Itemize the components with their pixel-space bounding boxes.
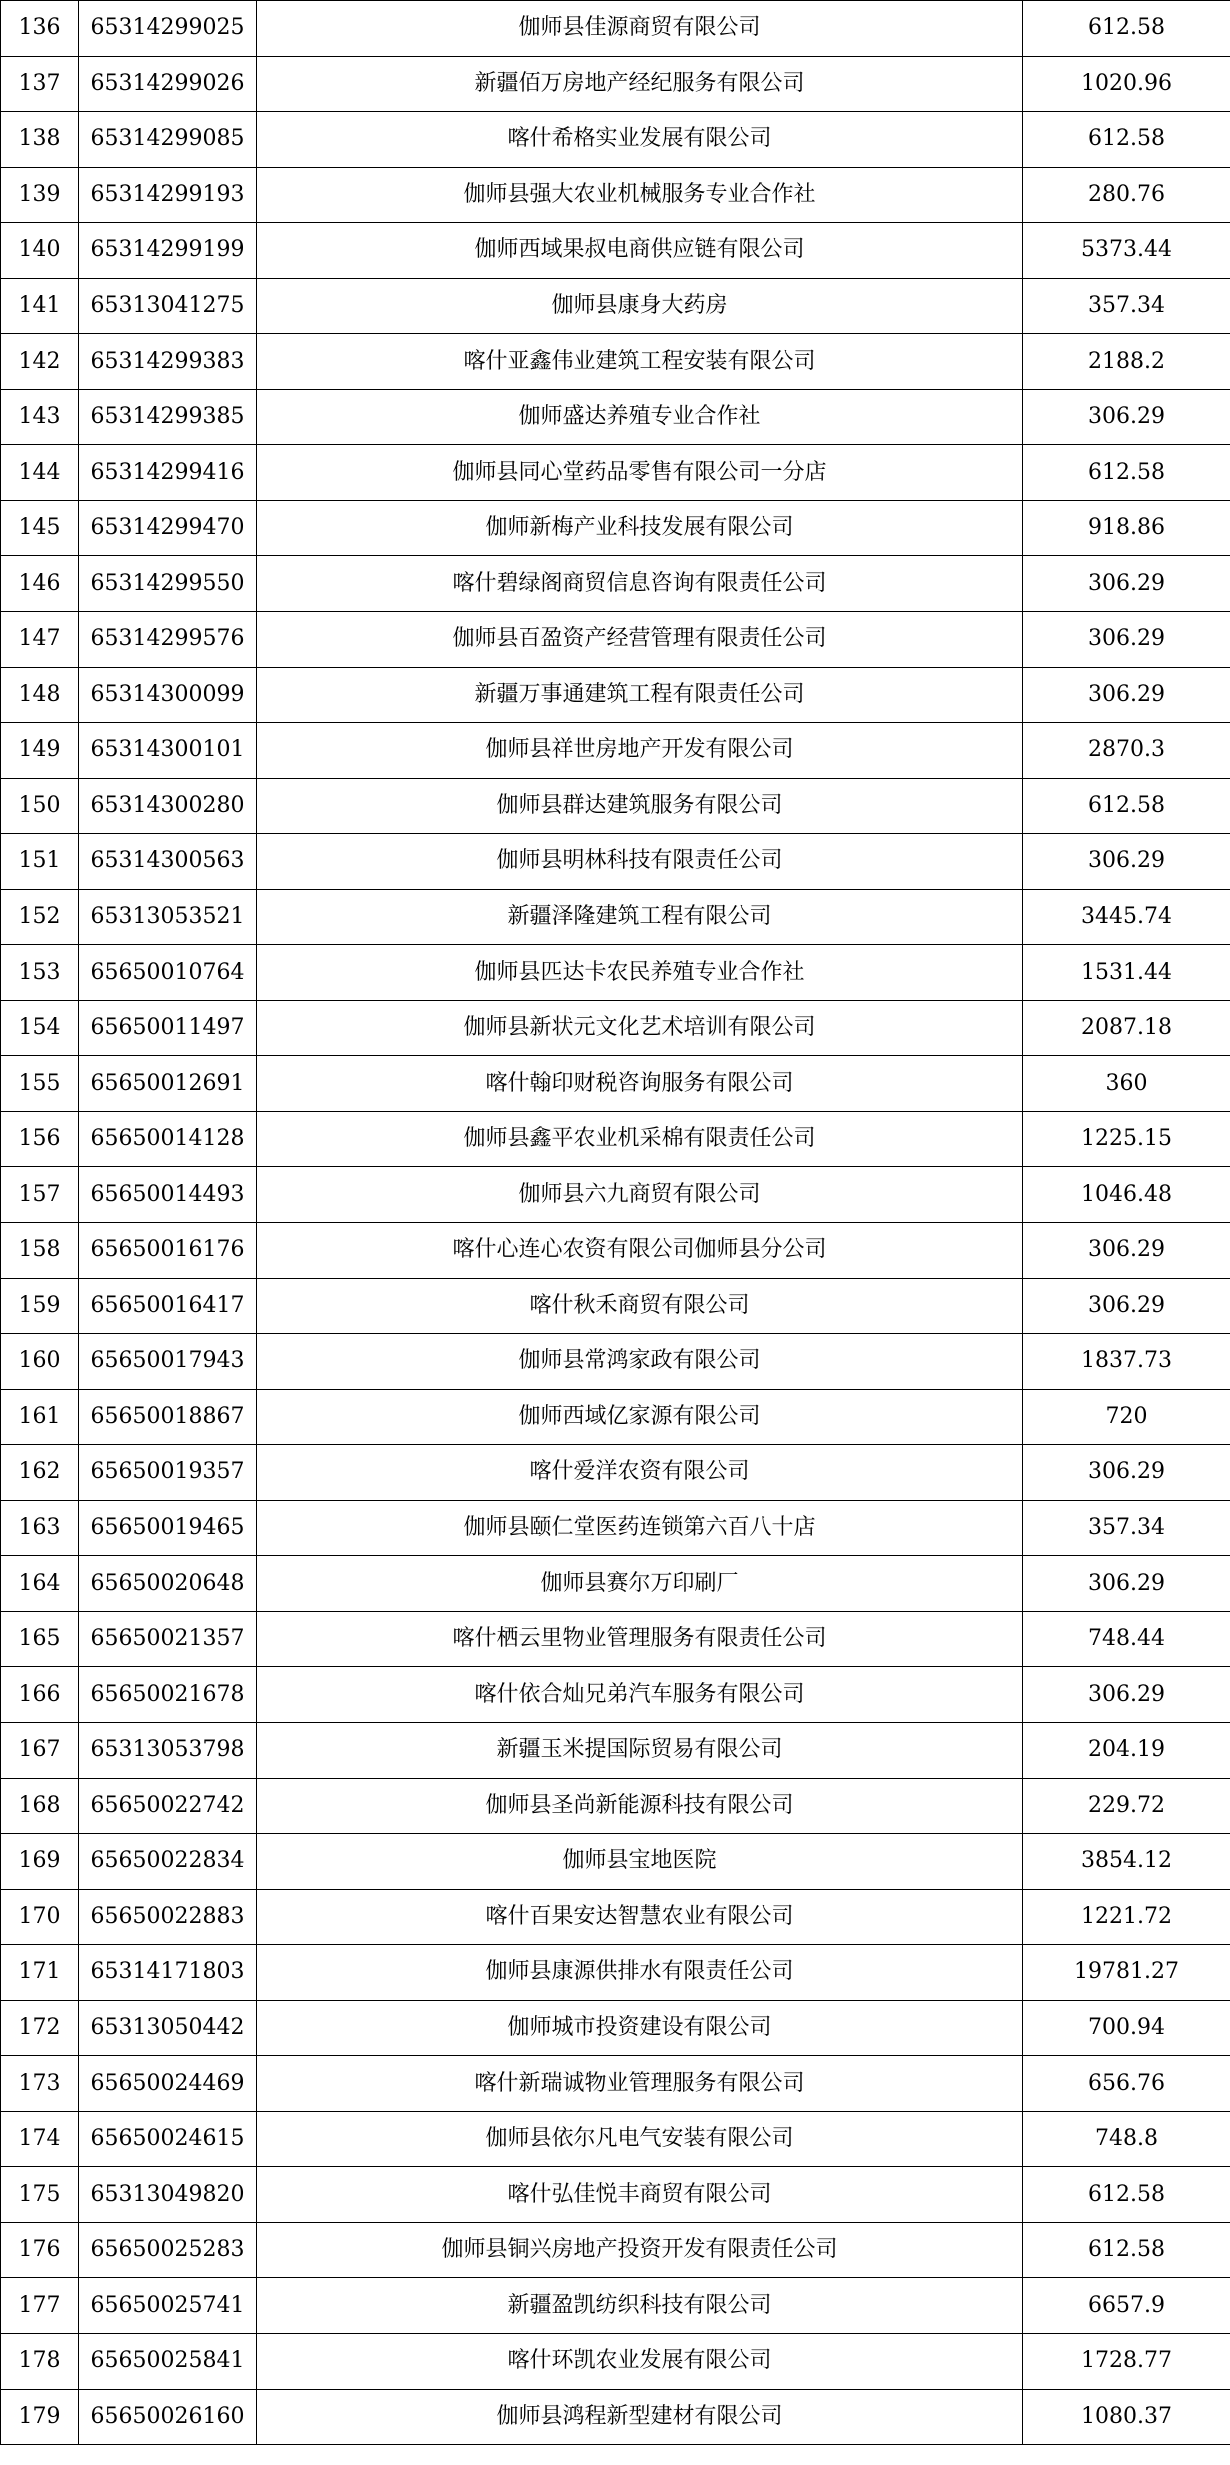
row-index-cell: 140	[1, 223, 79, 279]
amount-cell: 1046.48	[1023, 1167, 1230, 1223]
company-name-cell: 伽师西域亿家源有限公司	[257, 1389, 1023, 1445]
table-row	[1, 1167, 1230, 1223]
amount-cell: 6657.9	[1023, 2278, 1230, 2334]
row-index-cell: 165	[1, 1611, 79, 1667]
taxpayer-code-cell: 65650025741	[79, 2278, 257, 2334]
company-name-cell: 喀什翰印财税咨询服务有限公司	[257, 1056, 1023, 1112]
table-row	[1, 56, 1230, 112]
taxpayer-code-cell: 65313053798	[79, 1722, 257, 1778]
taxpayer-code-cell: 65314171803	[79, 1945, 257, 2001]
table-row	[1, 778, 1230, 834]
row-index-cell: 142	[1, 334, 79, 390]
row-index-cell: 155	[1, 1056, 79, 1112]
table-row	[1, 2056, 1230, 2112]
row-index-cell: 136	[1, 1, 79, 57]
amount-cell: 1221.72	[1023, 1889, 1230, 1945]
row-index-cell: 146	[1, 556, 79, 612]
company-name-cell: 伽师县祥世房地产开发有限公司	[257, 723, 1023, 779]
amount-cell: 1225.15	[1023, 1111, 1230, 1167]
company-name-cell: 伽师城市投资建设有限公司	[257, 2000, 1023, 2056]
company-name-cell: 喀什秋禾商贸有限公司	[257, 1278, 1023, 1334]
company-name-cell: 喀什碧绿阁商贸信息咨询有限责任公司	[257, 556, 1023, 612]
amount-cell: 748.8	[1023, 2111, 1230, 2167]
row-index-cell: 149	[1, 723, 79, 779]
table-row	[1, 2000, 1230, 2056]
amount-cell: 204.19	[1023, 1722, 1230, 1778]
row-index-cell: 178	[1, 2333, 79, 2389]
company-name-cell: 喀什爱洋农资有限公司	[257, 1445, 1023, 1501]
company-name-cell: 喀什依合灿兄弟汽车服务有限公司	[257, 1667, 1023, 1723]
row-index-cell: 164	[1, 1556, 79, 1612]
table-row	[1, 1111, 1230, 1167]
company-name-cell: 新疆盈凯纺织科技有限公司	[257, 2278, 1023, 2334]
taxpayer-code-cell: 65650022834	[79, 1834, 257, 1890]
table-row	[1, 889, 1230, 945]
taxpayer-code-cell: 65313049820	[79, 2167, 257, 2223]
table-row	[1, 223, 1230, 279]
amount-cell: 918.86	[1023, 500, 1230, 556]
company-name-cell: 喀什希格实业发展有限公司	[257, 112, 1023, 168]
taxpayer-code-cell: 65650019357	[79, 1445, 257, 1501]
row-index-cell: 169	[1, 1834, 79, 1890]
table-row	[1, 1722, 1230, 1778]
amount-cell: 306.29	[1023, 556, 1230, 612]
row-index-cell: 173	[1, 2056, 79, 2112]
taxpayer-code-cell: 65314299385	[79, 389, 257, 445]
company-name-cell: 伽师县百盈资产经营管理有限责任公司	[257, 612, 1023, 668]
taxpayer-code-cell: 65314299025	[79, 1, 257, 57]
table-row	[1, 1000, 1230, 1056]
taxpayer-code-cell: 65314300280	[79, 778, 257, 834]
row-index-cell: 152	[1, 889, 79, 945]
company-name-cell: 伽师县圣尚新能源科技有限公司	[257, 1778, 1023, 1834]
row-index-cell: 150	[1, 778, 79, 834]
company-name-cell: 伽师县铜兴房地产投资开发有限责任公司	[257, 2222, 1023, 2278]
row-index-cell: 176	[1, 2222, 79, 2278]
row-index-cell: 154	[1, 1000, 79, 1056]
amount-cell: 2870.3	[1023, 723, 1230, 779]
taxpayer-code-cell: 65650025283	[79, 2222, 257, 2278]
row-index-cell: 151	[1, 834, 79, 890]
taxpayer-code-cell: 65650012691	[79, 1056, 257, 1112]
company-name-cell: 伽师盛达养殖专业合作社	[257, 389, 1023, 445]
row-index-cell: 172	[1, 2000, 79, 2056]
amount-cell: 306.29	[1023, 1223, 1230, 1279]
table-row	[1, 1945, 1230, 2001]
amount-cell: 306.29	[1023, 1556, 1230, 1612]
row-index-cell: 153	[1, 945, 79, 1001]
table-row	[1, 2389, 1230, 2445]
company-name-cell: 新疆玉米提国际贸易有限公司	[257, 1722, 1023, 1778]
table-row	[1, 1, 1230, 57]
row-index-cell: 143	[1, 389, 79, 445]
amount-cell: 3445.74	[1023, 889, 1230, 945]
amount-cell: 612.58	[1023, 2222, 1230, 2278]
company-name-cell: 喀什百果安达智慧农业有限公司	[257, 1889, 1023, 1945]
row-index-cell: 170	[1, 1889, 79, 1945]
table-row	[1, 500, 1230, 556]
table-row	[1, 556, 1230, 612]
table-row	[1, 1445, 1230, 1501]
company-name-cell: 伽师县赛尔万印刷厂	[257, 1556, 1023, 1612]
table-row	[1, 389, 1230, 445]
taxpayer-code-cell: 65650026160	[79, 2389, 257, 2445]
row-index-cell: 179	[1, 2389, 79, 2445]
row-index-cell: 161	[1, 1389, 79, 1445]
row-index-cell: 177	[1, 2278, 79, 2334]
amount-cell: 2188.2	[1023, 334, 1230, 390]
amount-cell: 357.34	[1023, 1500, 1230, 1556]
table-row	[1, 1667, 1230, 1723]
table-row	[1, 1223, 1230, 1279]
company-name-cell: 伽师县群达建筑服务有限公司	[257, 778, 1023, 834]
taxpayer-code-cell: 65314299199	[79, 223, 257, 279]
taxpayer-code-cell: 65650024615	[79, 2111, 257, 2167]
taxpayer-code-cell: 65650010764	[79, 945, 257, 1001]
company-name-cell: 伽师县同心堂药品零售有限公司一分店	[257, 445, 1023, 501]
company-name-cell: 伽师县新状元文化艺术培训有限公司	[257, 1000, 1023, 1056]
row-index-cell: 174	[1, 2111, 79, 2167]
table-row	[1, 167, 1230, 223]
company-name-cell: 伽师县宝地医院	[257, 1834, 1023, 1890]
taxpayer-code-cell: 65650022883	[79, 1889, 257, 1945]
table-row	[1, 1389, 1230, 1445]
taxpayer-code-cell: 65650016417	[79, 1278, 257, 1334]
amount-cell: 1837.73	[1023, 1334, 1230, 1390]
taxpayer-code-cell: 65650025841	[79, 2333, 257, 2389]
taxpayer-code-cell: 65314299193	[79, 167, 257, 223]
taxpayer-code-cell: 65650014128	[79, 1111, 257, 1167]
taxpayer-code-cell: 65314299576	[79, 612, 257, 668]
table-row	[1, 112, 1230, 168]
amount-cell: 360	[1023, 1056, 1230, 1112]
row-index-cell: 168	[1, 1778, 79, 1834]
taxpayer-code-cell: 65650019465	[79, 1500, 257, 1556]
amount-cell: 612.58	[1023, 112, 1230, 168]
company-name-cell: 伽师县鸿程新型建材有限公司	[257, 2389, 1023, 2445]
company-name-cell: 伽师县明林科技有限责任公司	[257, 834, 1023, 890]
row-index-cell: 175	[1, 2167, 79, 2223]
taxpayer-code-cell: 65650018867	[79, 1389, 257, 1445]
company-name-cell: 伽师县康身大药房	[257, 278, 1023, 334]
table-row	[1, 1834, 1230, 1890]
table-row	[1, 667, 1230, 723]
taxpayer-code-cell: 65314299470	[79, 500, 257, 556]
row-index-cell: 147	[1, 612, 79, 668]
company-name-cell: 伽师新梅产业科技发展有限公司	[257, 500, 1023, 556]
taxpayer-code-cell: 65650021357	[79, 1611, 257, 1667]
amount-cell: 3854.12	[1023, 1834, 1230, 1890]
table-row	[1, 2222, 1230, 2278]
taxpayer-code-cell: 65314300101	[79, 723, 257, 779]
row-index-cell: 144	[1, 445, 79, 501]
table-row	[1, 1278, 1230, 1334]
row-index-cell: 159	[1, 1278, 79, 1334]
row-index-cell: 162	[1, 1445, 79, 1501]
amount-cell: 612.58	[1023, 778, 1230, 834]
amount-cell: 700.94	[1023, 2000, 1230, 2056]
table-row	[1, 445, 1230, 501]
taxpayer-code-cell: 65313041275	[79, 278, 257, 334]
company-name-cell: 伽师县鑫平农业机采棉有限责任公司	[257, 1111, 1023, 1167]
taxpayer-code-cell: 65650014493	[79, 1167, 257, 1223]
table-row	[1, 2111, 1230, 2167]
row-index-cell: 156	[1, 1111, 79, 1167]
row-index-cell: 145	[1, 500, 79, 556]
table-row	[1, 1556, 1230, 1612]
company-name-cell: 喀什亚鑫伟业建筑工程安装有限公司	[257, 334, 1023, 390]
amount-cell: 720	[1023, 1389, 1230, 1445]
table-row	[1, 2167, 1230, 2223]
company-name-cell: 新疆泽隆建筑工程有限公司	[257, 889, 1023, 945]
amount-cell: 306.29	[1023, 1278, 1230, 1334]
taxpayer-code-cell: 65650024469	[79, 2056, 257, 2112]
row-index-cell: 160	[1, 1334, 79, 1390]
row-index-cell: 167	[1, 1722, 79, 1778]
company-name-cell: 喀什栖云里物业管理服务有限责任公司	[257, 1611, 1023, 1667]
table-row	[1, 1056, 1230, 1112]
table-row	[1, 334, 1230, 390]
taxpayer-code-cell: 65650011497	[79, 1000, 257, 1056]
amount-cell: 612.58	[1023, 1, 1230, 57]
row-index-cell: 163	[1, 1500, 79, 1556]
row-index-cell: 171	[1, 1945, 79, 2001]
row-index-cell: 137	[1, 56, 79, 112]
company-name-cell: 新疆佰万房地产经纪服务有限公司	[257, 56, 1023, 112]
row-index-cell: 139	[1, 167, 79, 223]
company-name-cell: 伽师县匹达卡农民养殖专业合作社	[257, 945, 1023, 1001]
amount-cell: 229.72	[1023, 1778, 1230, 1834]
row-index-cell: 166	[1, 1667, 79, 1723]
table-row	[1, 1334, 1230, 1390]
amount-cell: 612.58	[1023, 445, 1230, 501]
amount-cell: 306.29	[1023, 1445, 1230, 1501]
company-name-cell: 伽师西域果叔电商供应链有限公司	[257, 223, 1023, 279]
table-row	[1, 2333, 1230, 2389]
taxpayer-code-cell: 65650022742	[79, 1778, 257, 1834]
taxpayer-code-cell: 65650020648	[79, 1556, 257, 1612]
table-row	[1, 278, 1230, 334]
table-row	[1, 1611, 1230, 1667]
taxpayer-code-cell: 65650016176	[79, 1223, 257, 1279]
amount-cell: 1531.44	[1023, 945, 1230, 1001]
taxpayer-code-cell: 65650017943	[79, 1334, 257, 1390]
amount-cell: 612.58	[1023, 2167, 1230, 2223]
taxpayer-code-cell: 65314299026	[79, 56, 257, 112]
company-name-cell: 伽师县强大农业机械服务专业合作社	[257, 167, 1023, 223]
amount-cell: 1080.37	[1023, 2389, 1230, 2445]
table-row	[1, 1500, 1230, 1556]
amount-cell: 1728.77	[1023, 2333, 1230, 2389]
taxpayer-code-cell: 65314300099	[79, 667, 257, 723]
row-index-cell: 157	[1, 1167, 79, 1223]
taxpayer-code-cell: 65313050442	[79, 2000, 257, 2056]
table-row	[1, 612, 1230, 668]
taxpayer-code-cell: 65314300563	[79, 834, 257, 890]
amount-cell: 748.44	[1023, 1611, 1230, 1667]
company-name-cell: 伽师县康源供排水有限责任公司	[257, 1945, 1023, 2001]
company-name-cell: 新疆万事通建筑工程有限责任公司	[257, 667, 1023, 723]
company-name-cell: 喀什新瑞诚物业管理服务有限公司	[257, 2056, 1023, 2112]
row-index-cell: 158	[1, 1223, 79, 1279]
row-index-cell: 148	[1, 667, 79, 723]
amount-cell: 19781.27	[1023, 1945, 1230, 2001]
amount-cell: 5373.44	[1023, 223, 1230, 279]
company-name-cell: 伽师县常鸿家政有限公司	[257, 1334, 1023, 1390]
table-row	[1, 2278, 1230, 2334]
company-name-cell: 伽师县佳源商贸有限公司	[257, 1, 1023, 57]
row-index-cell: 138	[1, 112, 79, 168]
amount-cell: 306.29	[1023, 1667, 1230, 1723]
amount-cell: 1020.96	[1023, 56, 1230, 112]
company-name-cell: 伽师县颐仁堂医药连锁第六百八十店	[257, 1500, 1023, 1556]
company-name-cell: 伽师县依尔凡电气安装有限公司	[257, 2111, 1023, 2167]
amount-cell: 306.29	[1023, 612, 1230, 668]
company-name-cell: 喀什心连心农资有限公司伽师县分公司	[257, 1223, 1023, 1279]
company-name-cell: 喀什弘佳悦丰商贸有限公司	[257, 2167, 1023, 2223]
table-row	[1, 945, 1230, 1001]
table-row	[1, 1889, 1230, 1945]
table-row	[1, 834, 1230, 890]
amount-cell: 306.29	[1023, 389, 1230, 445]
amount-cell: 2087.18	[1023, 1000, 1230, 1056]
amount-cell: 306.29	[1023, 667, 1230, 723]
taxpayer-code-cell: 65314299383	[79, 334, 257, 390]
table-body	[1, 1, 1230, 2445]
taxpayer-code-cell: 65314299550	[79, 556, 257, 612]
amount-cell: 357.34	[1023, 278, 1230, 334]
taxpayer-code-cell: 65313053521	[79, 889, 257, 945]
amount-cell: 306.29	[1023, 834, 1230, 890]
taxpayer-code-cell: 65650021678	[79, 1667, 257, 1723]
company-name-cell: 伽师县六九商贸有限公司	[257, 1167, 1023, 1223]
amount-cell: 656.76	[1023, 2056, 1230, 2112]
amount-cell: 280.76	[1023, 167, 1230, 223]
table-row	[1, 723, 1230, 779]
table-row	[1, 1778, 1230, 1834]
company-name-cell: 喀什环凯农业发展有限公司	[257, 2333, 1023, 2389]
taxpayer-code-cell: 65314299416	[79, 445, 257, 501]
row-index-cell: 141	[1, 278, 79, 334]
taxpayer-code-cell: 65314299085	[79, 112, 257, 168]
